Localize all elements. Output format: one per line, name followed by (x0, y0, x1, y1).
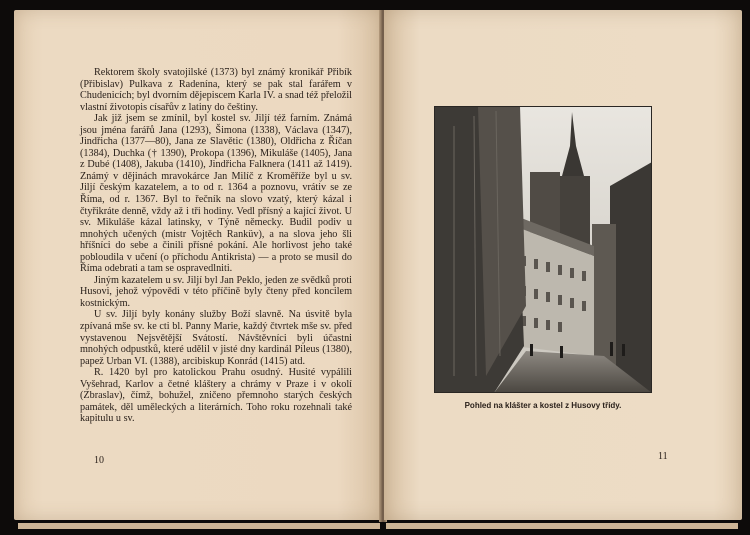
left-page (14, 10, 382, 520)
street-photo-illustration (434, 106, 652, 393)
page-number-right: 11 (658, 451, 668, 462)
street-photograph (434, 106, 652, 393)
paragraph: U sv. Jiljí byly konány služby Boží slavně. Na úsvitě byla zpívaná mše sv. ke cti bl. Panny Marie, každý čtvrtek mše sv. před vystavenou Nejsvětější Svátostí. Návštěvníci byli účastni mnohých odpustků, které udělil v jisté dny kardinál Pileus (1380), papež Urban VI. (1388), arcibiskup Konrád (1415) atd. (80, 309, 352, 367)
page-edge-left (18, 523, 380, 529)
paragraph: Rektorem školy svatojilské (1373) byl známý kronikář Přibík (Přibislav) Pulkava z Radenína, který se pak stal farářem v Chudenicích; byl dvorním dějepiscem Karla IV. a snad též přeložil vlastní životopis císařův z latiny do češtiny. (80, 67, 352, 113)
paragraph: Jak již jsem se zmínil, byl kostel sv. Jiljí též farním. Známá jsou jména farářů Jana (1293), Šimona (1338), Václava (1347), Jindřicha (1377—80), Jana ze Slavětic (1380), Oldřicha z Říčan (1384), Duchka († 1390), Prokopa (1396), Mikuláše (1405), Jana z Dubé (1408), Jakuba (1410), Jindřicha Falknera (1411 až 1419). Známý v dějinách mravokárce Jan Milíč z Kroměříže byl u sv. Jiljí českým kazatelem, a to od r. 1364 a poznovu, vrátiv se ze Říma, od r. 1367. Byl to řečník na slovo vzatý, který kázal i čtyřikráte denně, vždy až i tři hodiny. Vedl přísný a kající život. U sv. Mikuláše kázal latinsky, v Týně německy. Budil podiv u mnohých učených (mistr Vojtěch Ranküv), a na slova jeho šli hříšníci do sebe a činili přísné pokání. Ale horlivost jeho také pobloudila v učení (o příchodu Antikrista) — a proto se musil do Říma odebrati a tam se ospravedlniti. (80, 113, 352, 275)
left-page-text (80, 67, 352, 425)
paragraph: R. 1420 byl pro katolickou Prahu osudný. Husité vypálili Vyšehrad, Karlov a četné kláštery a chrámy v Praze i v okolí (Zbraslav), čímž, bohužel, zničeno přemnoho starých českých památek, děl uměleckých a literárních. Toho roku rozehnali také kapitulu u sv. (80, 367, 352, 425)
page-edge-right (386, 523, 738, 529)
book-spread (8, 10, 742, 525)
paragraph: Jiným kazatelem u sv. Jiljí byl Jan Peklo, jeden ze svědků proti Husovi, jehož výpovědi v této příčině byly čteny před koncilem kostnickým. (80, 274, 352, 309)
photo-caption: Pohled na klášter a kostel z Husovy třídy. (464, 401, 622, 410)
right-page (384, 10, 742, 520)
page-number-left: 10 (94, 455, 104, 466)
